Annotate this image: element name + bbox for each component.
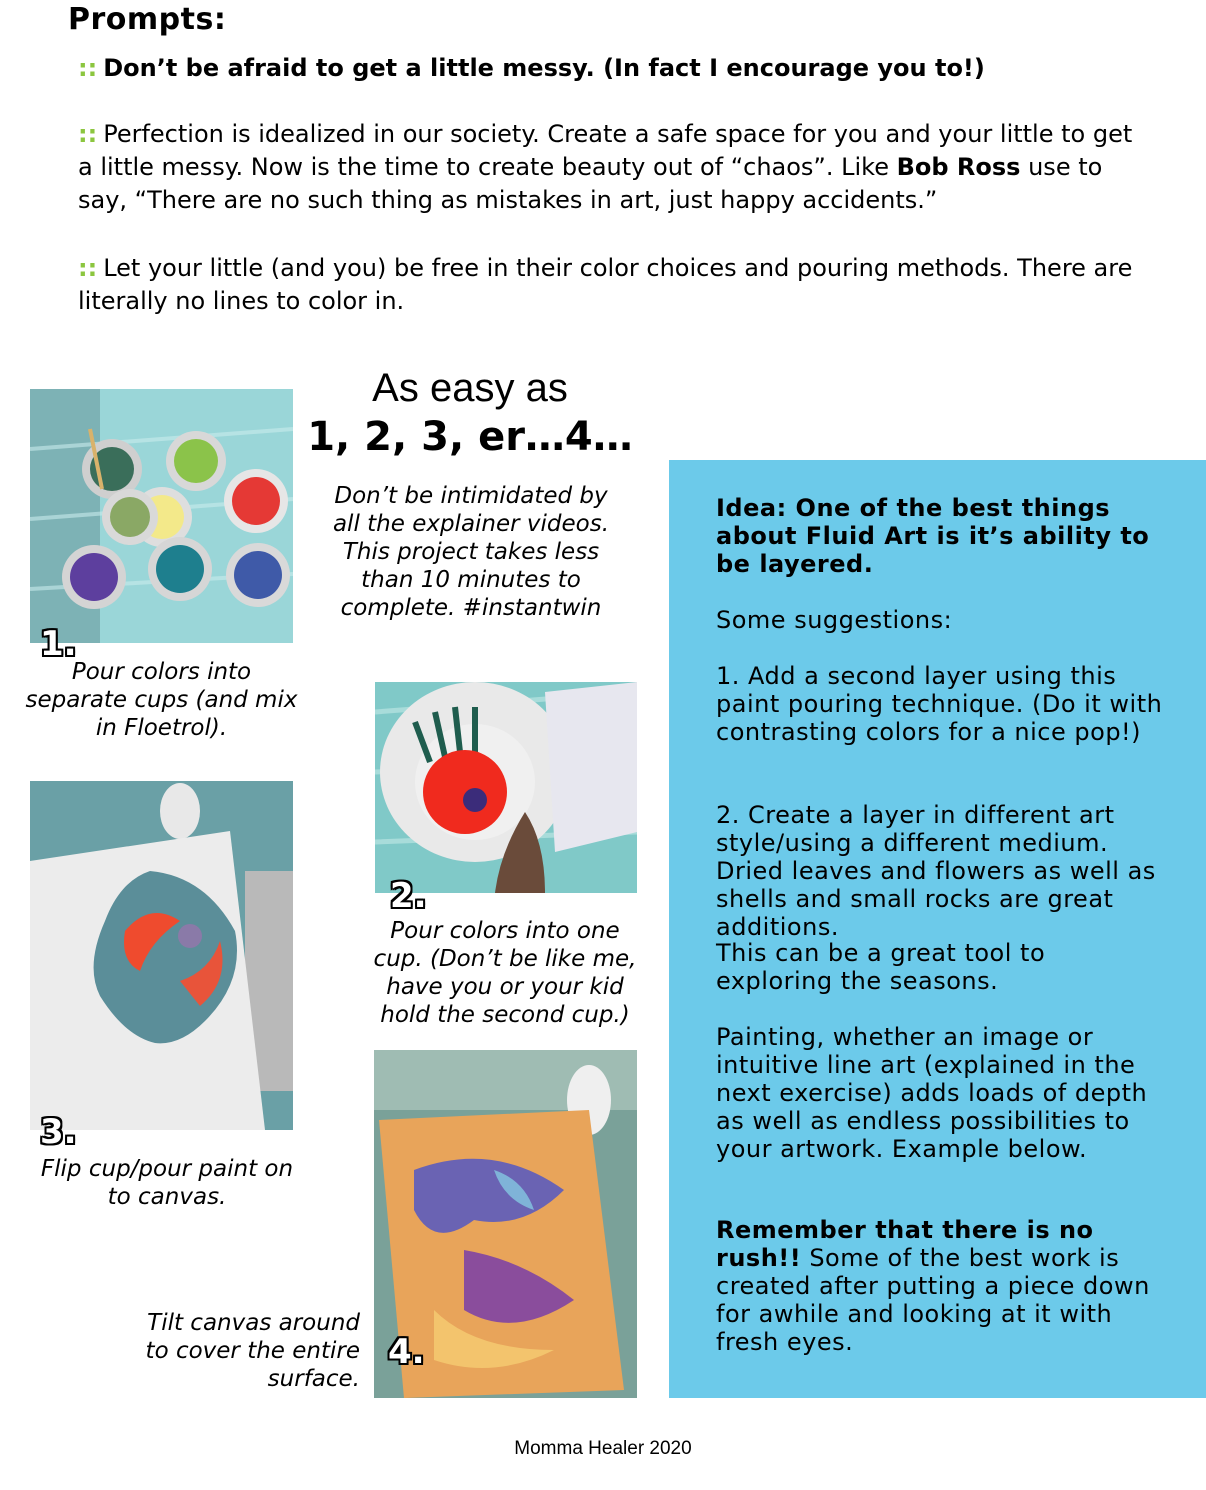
- step-4-number: 4.: [388, 1332, 425, 1372]
- prompt-1: [78, 52, 1138, 85]
- prompt-1-text: Don’t be afraid to get a little messy. (In fact I encourage you to!): [103, 54, 985, 82]
- painting-paragraph: Painting, whether an image or intuitive line art (explained in the next exercise) adds loads of depth as well as endless possibilities to your artwork. Example below.: [716, 1023, 1148, 1163]
- prompt-2-text-a: Perfection is idealized in our society. Create a safe space for you and your little to get a little messy. Now is the time to create beauty out of “chaos”. Like: [78, 120, 1133, 181]
- prompt-2-bold: Bob Ross: [896, 153, 1021, 181]
- footer-credit: Momma Healer 2020: [514, 1438, 692, 1459]
- step-2-number: 2.: [390, 876, 427, 916]
- remember-rest: Some of the best work is created after putting a piece down for awhile and looking at it with fresh eyes.: [716, 1244, 1150, 1356]
- bullet-icon: ::: [78, 254, 98, 282]
- prompts-heading: Prompts:: [68, 2, 227, 37]
- suggestion-2-note: This can be a great tool to exploring the seasons.: [716, 939, 1046, 995]
- title-line-2: 1, 2, 3, er…4…: [307, 414, 633, 460]
- prompt-3-text: Let your little (and you) be free in their color choices and pouring methods. There are literally no lines to color in.: [78, 254, 1133, 315]
- prompt-3: [78, 252, 1138, 318]
- prompt-2-text-b: use to say, “There are no such thing as mistakes in art, just happy accidents.”: [78, 153, 1103, 214]
- bullet-icon: ::: [78, 54, 98, 82]
- suggestion-2: 2. Create a layer in different art style/using a different medium. Dried leaves and flowers as well as shells and small rocks are great additions.: [716, 801, 1156, 941]
- intro-text: Don’t be intimidated by all the explainer videos. This project takes less than 10 minutes to complete. #instantwin: [332, 483, 610, 621]
- step-1-caption: Pour colors into separate cups (and mix in Floetrol).: [25, 659, 298, 741]
- remember-paragraph: [716, 1216, 1166, 1356]
- idea-heading: Idea: One of the best things about Fluid Art is it’s ability to be layered.: [716, 494, 1150, 578]
- prompt-2: [78, 118, 1138, 217]
- suggestions-intro: Some suggestions:: [716, 606, 953, 634]
- step-3-number: 3.: [40, 1112, 77, 1152]
- photo-paint-cups: [30, 389, 293, 643]
- title-line-1: As easy as: [372, 366, 568, 410]
- step-1-number: 1.: [40, 624, 77, 664]
- step-3-caption: Flip cup/pour paint on to canvas.: [40, 1156, 294, 1210]
- step-4-caption: Tilt canvas around to cover the entire surface.: [145, 1310, 360, 1392]
- step-2-caption: Pour colors into one cup. (Don’t be like me, have you or your kid hold the second cup.): [373, 918, 637, 1028]
- suggestion-1: 1. Add a second layer using this paint pouring technique. (Do it with contrasting colors for a nice pop!): [716, 662, 1163, 746]
- remember-bold: Remember that there is no rush!!: [716, 1216, 1094, 1272]
- photo-poured-canvas: [30, 781, 293, 1130]
- photo-pouring-cup: [375, 682, 637, 893]
- bullet-icon: ::: [78, 120, 98, 148]
